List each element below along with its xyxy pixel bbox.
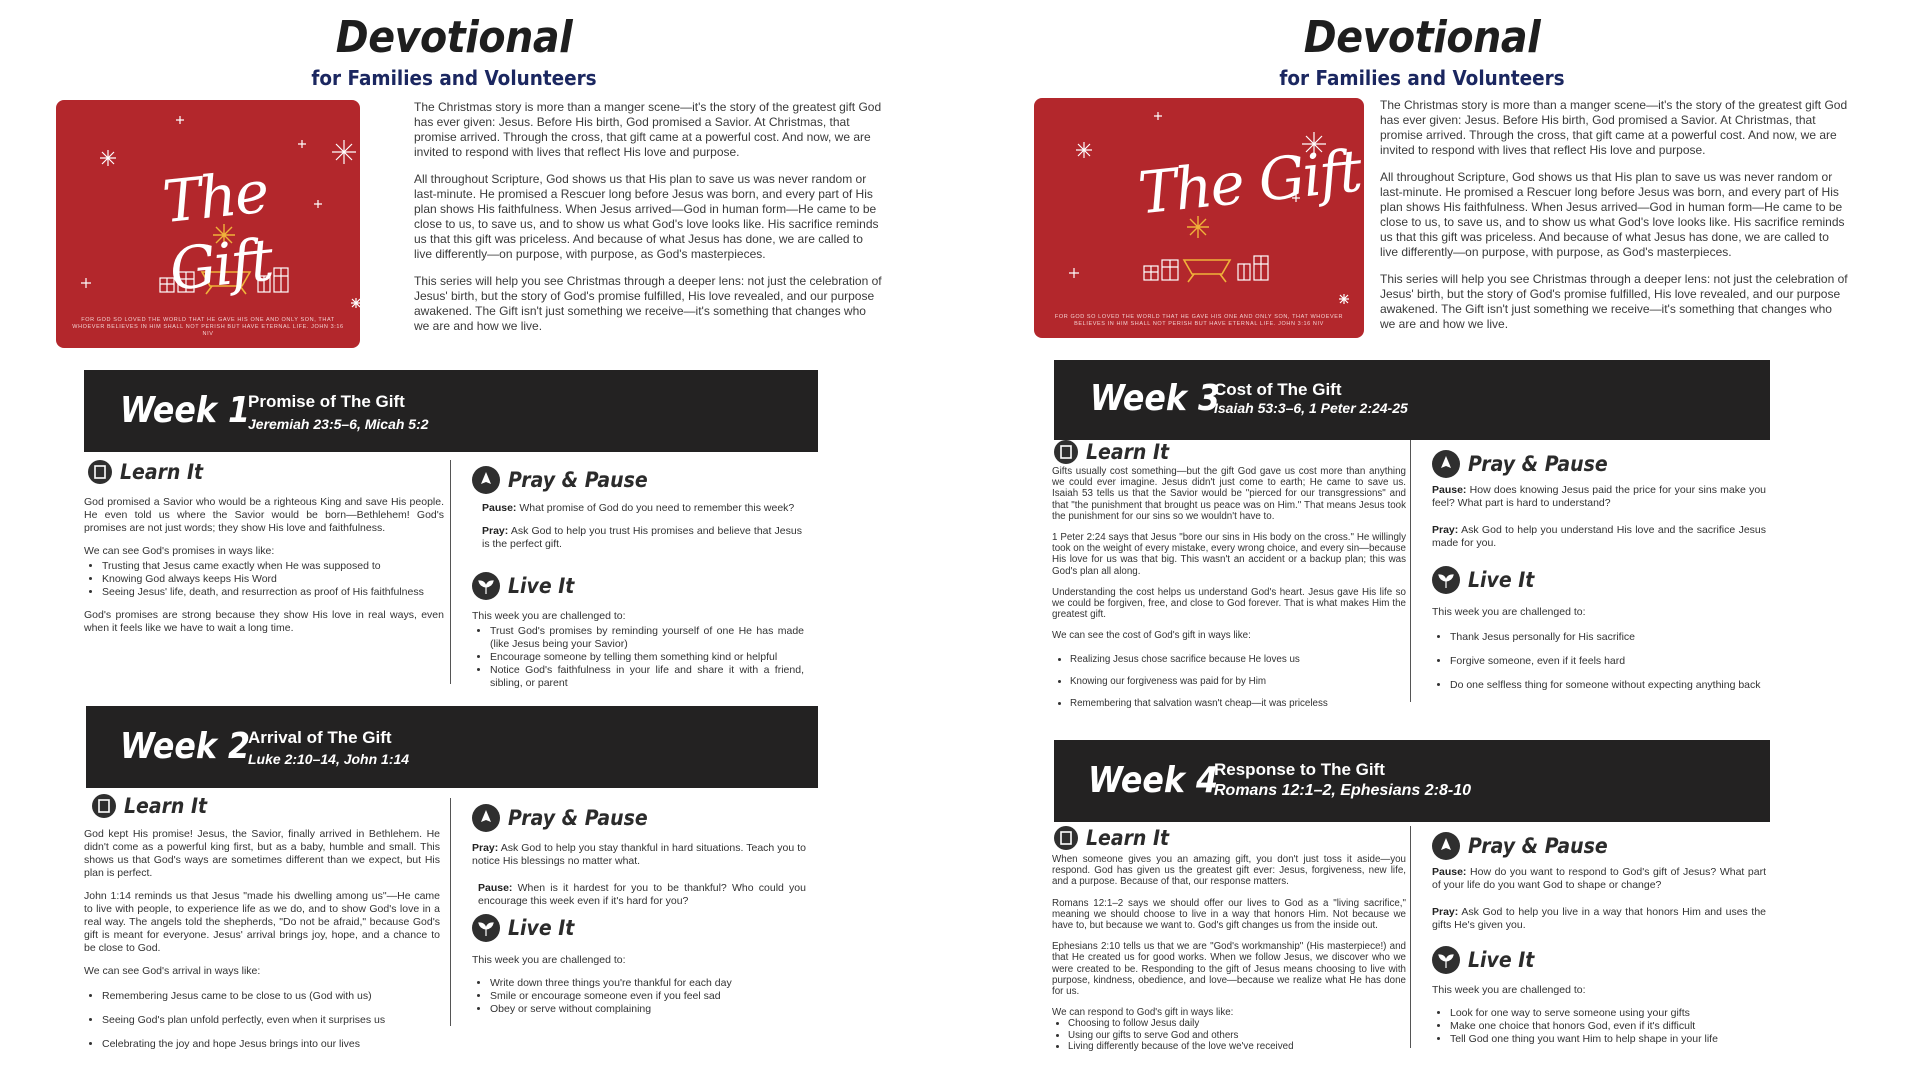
column-divider — [450, 460, 451, 684]
gift-card-image — [56, 100, 360, 348]
right-page — [960, 0, 1920, 1080]
intro-paragraph: The Christmas story is more than a manger scene—it's the story of the greatest gift God has ever given: Jesus. Before His birth, God promised a Savior. At Christmas, that promise arrived. Through the cross, that gift came at a powerful cost. And now, we are invited to respond with lives that reflect His love and purpose. — [414, 100, 882, 159]
week-3-banner — [1054, 360, 1770, 440]
week-4-live-heading: Live It — [1432, 946, 1542, 974]
list-item: • Realizing Jesus chose sacrifice because He loves us — [1070, 654, 1406, 665]
week-1-learn-text: God promised a Savior who would be a righteous King and save His people. He even told us where the Savior would be born—Bethlehem! God's promises are not just words; they show His love and faithfulness. We can see God's promises in ways like: • Trusting that Jesus came exactly when He was supposed to • Knowing God always keeps His Word • Seeing Jesus' life, death, and resurrection as proof of His faithfulness God's promises are strong because they show His love in real ways, even when it feels like we have to wait a long time. — [84, 496, 444, 645]
gift-card-script-title: The Gift — [159, 157, 275, 304]
week-label: Week 1 — [120, 390, 251, 431]
list-item: • Knowing God always keeps His Word — [102, 573, 444, 586]
week-4-pray-text: Pause: How do you want to respond to God's gift of Jesus? What part of your life do you want God to shape or change? Pray: Ask God to help you live in a way that honors Him and uses the gifts He's given you. — [1432, 866, 1767, 931]
book-icon — [92, 794, 116, 818]
week-1-pray-text: Pause: What promise of God do you need to remember this week? Pray: Ask God to help you trust His promises and believe that Jesus is the perfect gift. — [482, 502, 802, 550]
list-item: • Do one selfless thing for someone without expecting anything back — [1450, 679, 1766, 692]
intro-paragraph: All throughout Scripture, God shows us that His plan to save us was never random or last-minute. He promised a Rescuer long before Jesus was born, and every part of His plan shows His faithfulness. When Jesus arrived—God in human form—He came to be close to us, to save us, and to show us what God's love looks like. His sacrifice reminds us that this gift was priceless. And because of what Jesus has done, we are called to live differently—on purpose, with purpose, as God's masterpieces. — [1380, 170, 1845, 259]
week-2-learn-text: God kept His promise! Jesus, the Savior, finally arrived in Bethlehem. He didn't come as a powerful king first, but as a baby, humble and small. This shows us that God's ways are sometimes different than we expect, but His plan is perfect. John 1:14 reminds us that Jesus "made his dwelling among us"—He came to live with people, to experience life as we do, and to show God's love in a real way. The angels told the shepherds, "Do not be afraid," because God's gift is meant for everyone. Jesus' arrival brings joy, hope, and a chance to be close to God. We can see God's arrival in ways like: • Remembering Jesus came to be close to us (God with us) • Seeing God's plan unfold perfectly, even when it surprises us • Celebrating the joy and hope Jesus brings into our lives — [84, 828, 440, 1062]
list-item: • Notice God's faithfulness in your life and share it with a friend, sibling, or parent — [490, 664, 804, 690]
week-2-banner — [86, 706, 818, 788]
week-2-learn-heading: Learn It — [92, 794, 216, 818]
list-item: • Thank Jesus personally for His sacrifice — [1450, 631, 1766, 644]
gift-card-verse: FOR GOD SO LOVED THE WORLD THAT HE GAVE HIS ONE AND ONLY SON, THAT WHOEVER BELIEVES IN HIM SHALL NOT PERISH BUT HAVE ETERNAL LIFE. JOHN 3:16 NIV — [1054, 314, 1344, 327]
week-3-live-heading: Live It — [1432, 566, 1542, 594]
week-2-pray-heading: Pray & Pause — [472, 804, 663, 832]
week-1-learn-heading: Learn It — [88, 460, 212, 484]
column-divider — [1410, 440, 1411, 702]
week-3-learn-text: Gifts usually cost something—but the gift God gave us cost more than anything we could ever imagine. Jesus didn't just come to earth; He came to save us. Isaiah 53 tells us that the Savior would be "pierced for our transgressions" and that "the punishment that brought us peace was on Him." That means Jesus took the punishment for our sins so we wouldn't have to. 1 Peter 2:24 says that Jesus "bore our sins in His body on the cross." He willingly took on the weight of every mistake, every wrong choice, and every sin—because His love for us was that big. This wasn't an accident or a backup plan; this was God's plan all along. Understanding the cost helps us understand God's heart. Jesus gave His life so we could be forgiven, free, and close to God forever. That is what makes Him the greatest gift. We can see the cost of God's gift in ways like: • Realizing Jesus chose sacrifice because He loves us • Knowing our forgiveness was paid for by Him • Remembering that salvation wasn't cheap—it was priceless — [1052, 466, 1406, 720]
gift-card-verse: FOR GOD SO LOVED THE WORLD THAT HE GAVE HIS ONE AND ONLY SON, THAT WHOEVER BELIEVES IN HIM SHALL NOT PERISH BUT HAVE ETERNAL LIFE. JOHN 3:16 NIV — [72, 317, 344, 337]
week-title: Response to The Gift — [1214, 760, 1385, 779]
intro-paragraph: This series will help you see Christmas through a deeper lens: not just the celebration of Jesus' birth, but the story of God's promise fulfilled, His love revealed, and our purpose awakened. The Gift isn't just something we receive—it's something that changes who we are and how we live. — [1380, 272, 1848, 331]
list-item: • Remembering Jesus came to be close to us (God with us) — [102, 990, 440, 1003]
doc-title: Devotional — [335, 12, 573, 63]
week-title: Arrival of The Gift — [248, 728, 392, 747]
sprout-icon — [472, 572, 500, 600]
week-1-live-text: This week you are challenged to: • Trust God's promises by reminding yourself of one He has made (like Jesus being your Savior) • Encourage someone by telling them something kind or helpful • Notice God's faithfulness in your life and share it with a friend, sibling, or parent — [472, 610, 804, 700]
list-item: • Trust God's promises by reminding yourself of one He has made (like Jesus being your Savior) — [490, 625, 804, 651]
praying-hands-icon — [1432, 832, 1460, 860]
praying-hands-icon — [472, 804, 500, 832]
gift-card-script-title: The Gift — [1135, 136, 1364, 228]
week-3-live-text: This week you are challenged to: • Thank Jesus personally for His sacrifice • Forgive someone, even if it feels hard • Do one selfless thing for someone without expecting anything back — [1432, 606, 1766, 703]
list-item: • Celebrating the joy and hope Jesus brings into our lives — [102, 1038, 440, 1051]
book-icon — [1054, 826, 1078, 850]
week-2-pray-text: Pray: Ask God to help you stay thankful in hard situations. Teach you to notice His blessings no matter what. Pause: When is it hardest for you to be thankful? Who could you encourage this week even if it's hard for you? — [472, 842, 806, 907]
sprout-icon — [1432, 946, 1460, 974]
list-item: • Tell God one thing you want Him to help shape in your life — [1450, 1033, 1766, 1046]
sprout-icon — [1432, 566, 1460, 594]
week-2-live-text: This week you are challenged to: • Write down three things you're thankful for each day • Smile or encourage someone even if you feel sad • Obey or serve without complaining — [472, 954, 806, 1026]
list-item: • Remembering that salvation wasn't cheap—it was priceless — [1070, 698, 1406, 709]
week-scripture: Isaiah 53:3–6, 1 Peter 2:24-25 — [1214, 400, 1408, 416]
week-1-pray-heading: Pray & Pause — [472, 466, 663, 494]
intro-paragraph: All throughout Scripture, God shows us that His plan to save us was never random or last-minute. He promised a Rescuer long before Jesus was born, and every part of His plan shows His faithfulness. When Jesus arrived—God in human form—He came to be close to us, to save us, and to show us what God's love looks like. His sacrifice reminds us that this gift was priceless. And because of what Jesus has done, we are called to live differently—on purpose, with purpose, as God's masterpieces. — [414, 172, 879, 261]
list-item: • Choosing to follow Jesus daily — [1068, 1018, 1406, 1029]
book-icon — [1054, 440, 1078, 464]
list-item: • Living differently because of the love we've received — [1068, 1041, 1406, 1052]
week-4-learn-text: When someone gives you an amazing gift, you don't just toss it aside—you respond. God has given us the greatest gift ever: Jesus, forgiveness, new life, and a purpose. Because of that, our response matters. Romans 12:1–2 says we should offer our lives to God as a "living sacrifice," meaning we should choose to live in a way that honors Him. Not because we have to, but because we want to. God's gift changes us from the inside out. Ephesians 2:10 tells us that we are "God's workmanship" (His masterpiece!) and that He created us for good works. When we follow Jesus, we discover who we were created to be. Responding to the gift of Jesus means choosing to live with purpose, kindness, obedience, and love—because we realize what He has done for us. We can respond to God's gift in ways like: • Choosing to follow Jesus daily • Using our gifts to serve God and others • Living differently because of the love we've received — [1052, 854, 1406, 1062]
week-3-learn-heading: Learn It — [1054, 440, 1178, 464]
week-scripture: Luke 2:10–14, John 1:14 — [248, 751, 410, 767]
week-4-learn-heading: Learn It — [1054, 826, 1178, 850]
week-title: Promise of The Gift — [248, 392, 405, 411]
week-title: Cost of The Gift — [1214, 380, 1342, 399]
list-item: • Obey or serve without complaining — [490, 1003, 806, 1016]
list-item: • Smile or encourage someone even if you feel sad — [490, 990, 806, 1003]
gift-card-image — [1034, 98, 1364, 338]
praying-hands-icon — [1432, 450, 1460, 478]
week-label: Week 3 — [1090, 378, 1221, 419]
week-3-pray-heading: Pray & Pause — [1432, 450, 1623, 478]
column-divider — [450, 798, 451, 1026]
week-1-live-heading: Live It — [472, 572, 582, 600]
doc-subtitle: for Families and Volunteers — [1279, 66, 1565, 90]
list-item: • Forgive someone, even if it feels hard — [1450, 655, 1766, 668]
list-item: • Seeing Jesus' life, death, and resurrection as proof of His faithfulness — [102, 586, 444, 599]
intro-paragraph: The Christmas story is more than a manger scene—it's the story of the greatest gift God has ever given: Jesus. Before His birth, God promised a Savior. At Christmas, that promise arrived. Through the cross, that gift came at a powerful cost. And now, we are invited to respond with lives that reflect His love and purpose. — [1380, 98, 1848, 157]
week-2-live-heading: Live It — [472, 914, 582, 942]
column-divider — [1410, 826, 1411, 1048]
list-item: • Encourage someone by telling them something kind or helpful — [490, 651, 804, 664]
week-label: Week 2 — [120, 726, 251, 767]
list-item: • Knowing our forgiveness was paid for by Him — [1070, 676, 1406, 687]
week-4-banner — [1054, 740, 1770, 822]
doc-title: Devotional — [1303, 12, 1541, 63]
week-scripture: Romans 12:1–2, Ephesians 2:8-10 — [1214, 782, 1472, 799]
list-item: • Write down three things you're thankful for each day — [490, 977, 806, 990]
praying-hands-icon — [472, 466, 500, 494]
sprout-icon — [472, 914, 500, 942]
intro-paragraph: This series will help you see Christmas through a deeper lens: not just the celebration of Jesus' birth, but the story of God's promise fulfilled, His love revealed, and our purpose awakened. The Gift isn't just something we receive—it's something that changes who we are and how we live. — [414, 274, 882, 333]
week-3-pray-text: Pause: How does knowing Jesus paid the price for your sins make you feel? What part is hard to understand? Pray: Ask God to help you understand His love and the sacrifice Jesus made for you. — [1432, 484, 1767, 549]
week-label: Week 4 — [1088, 760, 1219, 801]
week-scripture: Jeremiah 23:5–6, Micah 5:2 — [248, 416, 429, 432]
book-icon — [88, 460, 112, 484]
list-item: • Look for one way to serve someone using your gifts — [1450, 1007, 1766, 1020]
doc-subtitle: for Families and Volunteers — [311, 66, 597, 90]
week-1-banner — [84, 370, 818, 452]
list-item: • Trusting that Jesus came exactly when He was supposed to — [102, 560, 444, 573]
intro-text — [1380, 98, 1850, 344]
week-4-pray-heading: Pray & Pause — [1432, 832, 1623, 860]
list-item: • Using our gifts to serve God and others — [1068, 1030, 1406, 1041]
list-item: • Make one choice that honors God, even if it's difficult — [1450, 1020, 1766, 1033]
intro-text — [414, 100, 884, 346]
list-item: • Seeing God's plan unfold perfectly, even when it surprises us — [102, 1014, 440, 1027]
week-4-live-text: This week you are challenged to: • Look for one way to serve someone using your gifts • Make one choice that honors God, even if it's difficult • Tell God one thing you want Him to help shape in your life — [1432, 984, 1766, 1056]
